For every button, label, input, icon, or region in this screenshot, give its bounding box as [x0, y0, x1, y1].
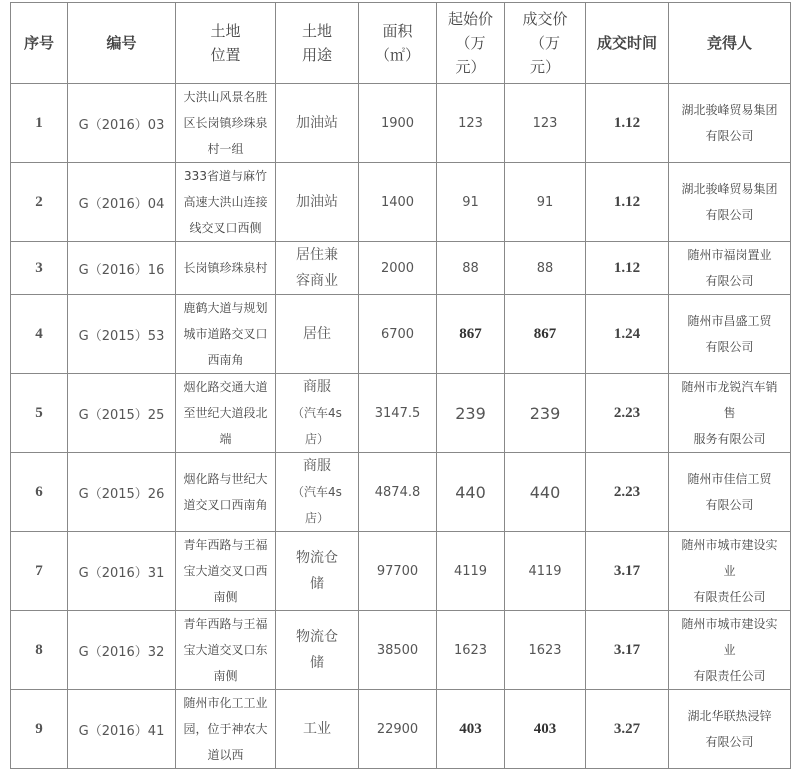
- cell-deal-price: 440: [505, 453, 586, 532]
- cell-seq: 9: [11, 690, 68, 769]
- cell-start-price: 88: [437, 242, 505, 295]
- cell-code: G（2016）31: [68, 532, 176, 611]
- table-row: [11, 690, 791, 769]
- cell-deal-price: 867: [505, 295, 586, 374]
- header-code: 编号: [68, 3, 176, 84]
- cell-deal-price: 88: [505, 242, 586, 295]
- cell-location: 青年西路与王福 宝大道交叉口西 南侧: [176, 532, 276, 611]
- cell-deal-price: 1623: [505, 611, 586, 690]
- cell-deal-time: 2.23: [586, 374, 669, 453]
- header-start-price: 起始价 （万 元）: [437, 3, 505, 84]
- cell-code: G（2016）04: [68, 163, 176, 242]
- cell-seq: 8: [11, 611, 68, 690]
- cell-start-price: 867: [437, 295, 505, 374]
- cell-use: 物流仓 储: [276, 532, 359, 611]
- cell-seq: 3: [11, 242, 68, 295]
- cell-deal-time: 2.23: [586, 453, 669, 532]
- cell-winner: 湖北华联热浸锌 有限公司: [669, 690, 791, 769]
- cell-deal-time: 1.24: [586, 295, 669, 374]
- cell-seq: 6: [11, 453, 68, 532]
- table-row: [11, 295, 791, 374]
- table-row: [11, 84, 791, 163]
- cell-deal-price: 4119: [505, 532, 586, 611]
- cell-use: 物流仓 储: [276, 611, 359, 690]
- cell-use: 商服 （汽车4s 店）: [276, 374, 359, 453]
- cell-code: G（2016）16: [68, 242, 176, 295]
- table-row: [11, 374, 791, 453]
- header-deal-time: 成交时间: [586, 3, 669, 84]
- header-winner: 竞得人: [669, 3, 791, 84]
- cell-winner: 随州市城市建设实 业 有限责任公司: [669, 532, 791, 611]
- cell-area: 22900: [359, 690, 437, 769]
- cell-seq: 7: [11, 532, 68, 611]
- cell-use: 商服 （汽车4s 店）: [276, 453, 359, 532]
- cell-deal-price: 239: [505, 374, 586, 453]
- cell-seq: 2: [11, 163, 68, 242]
- cell-winner: 随州市昌盛工贸 有限公司: [669, 295, 791, 374]
- cell-location: 烟化路交通大道 至世纪大道段北 端: [176, 374, 276, 453]
- cell-area: 3147.5: [359, 374, 437, 453]
- cell-area: 6700: [359, 295, 437, 374]
- cell-area: 38500: [359, 611, 437, 690]
- cell-location: 青年西路与王福 宝大道交叉口东 南侧: [176, 611, 276, 690]
- cell-location: 随州市化工工业 园，位于神农大 道以西: [176, 690, 276, 769]
- table-row: [11, 532, 791, 611]
- cell-use: 居住兼 容商业: [276, 242, 359, 295]
- cell-seq: 5: [11, 374, 68, 453]
- header-use: 土地 用途: [276, 3, 359, 84]
- cell-winner: 随州市佳信工贸 有限公司: [669, 453, 791, 532]
- header-area: 面积 （㎡）: [359, 3, 437, 84]
- cell-deal-time: 3.17: [586, 532, 669, 611]
- cell-location: 大洪山风景名胜 区长岗镇珍珠泉 村一组: [176, 84, 276, 163]
- cell-start-price: 239: [437, 374, 505, 453]
- cell-location: 333省道与麻竹 高速大洪山连接 线交叉口西侧: [176, 163, 276, 242]
- cell-area: 4874.8: [359, 453, 437, 532]
- cell-use: 加油站: [276, 84, 359, 163]
- cell-code: G（2016）41: [68, 690, 176, 769]
- cell-winner: 湖北骏峰贸易集团 有限公司: [669, 163, 791, 242]
- header-seq: 序号: [11, 3, 68, 84]
- cell-winner: 湖北骏峰贸易集团 有限公司: [669, 84, 791, 163]
- table-row: [11, 453, 791, 532]
- cell-location: 长岗镇珍珠泉村: [176, 242, 276, 295]
- table-row: [11, 611, 791, 690]
- cell-deal-price: 91: [505, 163, 586, 242]
- header-deal-price: 成交价 （万 元）: [505, 3, 586, 84]
- cell-area: 1900: [359, 84, 437, 163]
- cell-start-price: 123: [437, 84, 505, 163]
- cell-deal-time: 3.27: [586, 690, 669, 769]
- cell-seq: 4: [11, 295, 68, 374]
- cell-use: 加油站: [276, 163, 359, 242]
- cell-start-price: 91: [437, 163, 505, 242]
- cell-location: 鹿鹤大道与规划 城市道路交叉口 西南角: [176, 295, 276, 374]
- cell-use: 工业: [276, 690, 359, 769]
- cell-area: 2000: [359, 242, 437, 295]
- cell-location: 烟化路与世纪大 道交叉口西南角: [176, 453, 276, 532]
- cell-use: 居住: [276, 295, 359, 374]
- cell-winner: 随州市福岗置业 有限公司: [669, 242, 791, 295]
- cell-winner: 随州市龙锐汽车销 售 服务有限公司: [669, 374, 791, 453]
- cell-winner: 随州市城市建设实 业 有限责任公司: [669, 611, 791, 690]
- cell-code: G（2015）25: [68, 374, 176, 453]
- cell-area: 97700: [359, 532, 437, 611]
- cell-code: G（2015）26: [68, 453, 176, 532]
- cell-start-price: 440: [437, 453, 505, 532]
- cell-deal-time: 3.17: [586, 611, 669, 690]
- cell-deal-price: 403: [505, 690, 586, 769]
- cell-start-price: 4119: [437, 532, 505, 611]
- header-row: [11, 3, 791, 84]
- land-transaction-table: [10, 2, 791, 769]
- cell-seq: 1: [11, 84, 68, 163]
- cell-code: G（2016）03: [68, 84, 176, 163]
- cell-code: G（2015）53: [68, 295, 176, 374]
- cell-deal-price: 123: [505, 84, 586, 163]
- cell-deal-time: 1.12: [586, 242, 669, 295]
- cell-code: G（2016）32: [68, 611, 176, 690]
- table-row: [11, 242, 791, 295]
- cell-deal-time: 1.12: [586, 84, 669, 163]
- table-row: [11, 163, 791, 242]
- cell-area: 1400: [359, 163, 437, 242]
- header-location: 土地 位置: [176, 3, 276, 84]
- cell-deal-time: 1.12: [586, 163, 669, 242]
- cell-start-price: 1623: [437, 611, 505, 690]
- cell-start-price: 403: [437, 690, 505, 769]
